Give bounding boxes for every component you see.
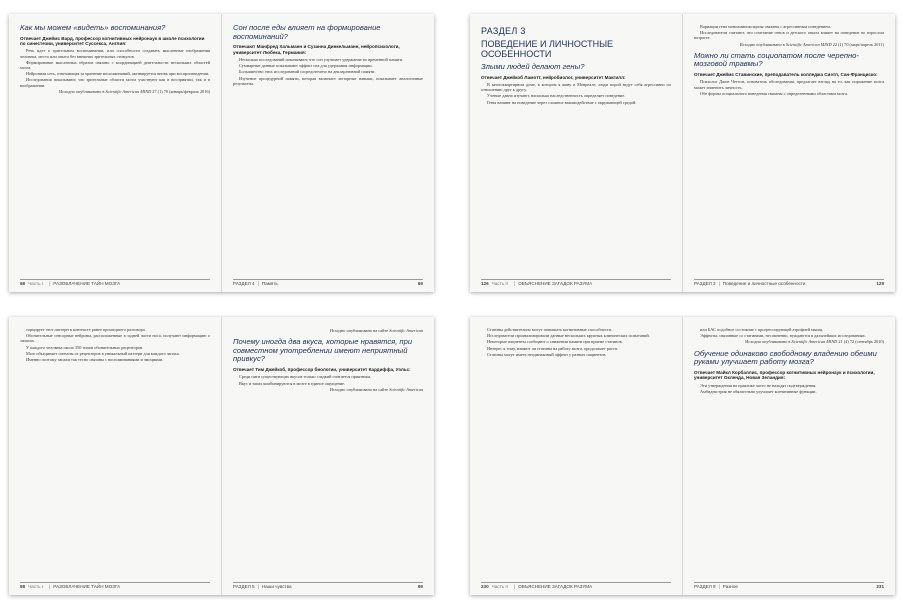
footer-title: РАЗОБЛАЧЕНИЕ ТАЙН МОЗГА <box>53 281 121 286</box>
body-paragraph: торцирует этот паттерн в контексте ранее прошедшего разговора. <box>26 327 146 332</box>
page-footer: 98 Часть I | РАЗОБЛАЧЕНИЕ ТАЙН МОЗГА <box>20 582 210 591</box>
footer-part: РАЗДЕЛ 4 <box>233 281 255 286</box>
body-paragraph: Исследователи считают, что сочетание генов и детского опыта влияет на поведение во взрослом возрасте. <box>694 30 884 41</box>
body-paragraph: Интерес к тому, влияют ли статины на работу мозга, продолжает расти. <box>487 345 618 351</box>
source-line: Исходно опубликовано на сайте Scientific American <box>329 386 423 392</box>
footer-part: Часть II <box>491 281 508 286</box>
footer-part: Часть I <box>28 584 44 589</box>
page-footer: РАЗДЕЛ 5 | Наши чувства 99 <box>233 584 423 589</box>
body-paragraph: Суммарные данные показывают эффект сна для удержания информации. <box>239 63 373 69</box>
footer-title: ОБЪЯСНЕНИЕ ЗАГАДОК РАЗУМА <box>518 584 593 589</box>
page-number: 126 <box>481 281 489 286</box>
answer-byline: Отвечает Джейкоб Ламотт, нейробиолог, университет Макгилл: <box>481 74 626 80</box>
page-68 <box>9 14 222 292</box>
page-footer: 230 Часть II | ОБЪЯСНЕНИЕ ЗАГАДОК РАЗУМА <box>481 582 671 591</box>
body-paragraph: Исследования показывают, что зрительные области мозга участвуют как в восприятии, так и в воображении. <box>20 77 210 88</box>
body-paragraph: Амбидекстрия не обязательно улучшает когнитивные функции. <box>700 388 817 394</box>
answer-byline: Отвечает Тим Джейкоб, профессор биологии, университет Кардиффа, Уэльс: <box>233 366 411 372</box>
page-number: 69 <box>417 281 423 286</box>
page-number: 98 <box>20 584 26 589</box>
page-footer: 126 Часть II | ОБЪЯСНЕНИЕ ЗАГАДОК РАЗУМА <box>481 279 671 288</box>
book-spread-top-left <box>9 14 434 292</box>
body-paragraph: Некоторые пациенты сообщают о снижении памяти при приеме статинов. <box>487 339 623 345</box>
page-number: 230 <box>481 584 489 589</box>
answer-byline: Отвечает Джеймс Вард, профессор когнитивных нейронаук в школе психологии по синестезии, университет Суссекса, Англия: <box>20 35 205 46</box>
body-paragraph: Обе формы асоциального поведения связаны с определенными областями мозга. <box>700 90 849 96</box>
page-number: 68 <box>20 281 26 286</box>
body-paragraph: Мозг объединяет сигналы от рецепторов в уникальный паттерн для каждого запаха. <box>26 350 180 356</box>
question-heading: Можно ли стать социопатом после черепно-мозговой травмы? <box>694 50 859 69</box>
body-paragraph: Эффекты, связанные со статинами, несомненно, нуждаются в дальнейших исследованиях. <box>700 333 866 339</box>
page-99 <box>222 317 434 595</box>
page-number: 129 <box>876 281 884 286</box>
book-spread-bottom-right <box>470 317 895 595</box>
body-paragraph: Вариации гена моноаминоксидазы связаны с агрессивным поведением. <box>700 24 831 29</box>
page-98 <box>9 317 222 595</box>
question-heading: Почему иногда два вкуса, которые нравятся, при совместном употреблении имеют неприятный привкус? <box>233 337 413 364</box>
footer-title: Память <box>261 281 278 286</box>
body-paragraph: Эти утверждения на практике часто не находят подтверждения. <box>700 382 817 388</box>
body-paragraph: Несколько исследований показывают, что сон улучшает удержание во временной памяти. <box>239 57 404 62</box>
question-heading: Злыми людей делают гены? <box>481 62 585 71</box>
footer-part: Часть II <box>491 584 508 589</box>
source-line: Исходно опубликовано в Scientific American MIND 21 (4) 72 (сентябрь 2010) <box>745 339 884 345</box>
book-spread-bottom-left <box>9 317 434 595</box>
page-231 <box>683 317 895 595</box>
page-69 <box>222 14 434 292</box>
body-paragraph: Вкус и запах комбинируются в мозге в единое ощущение. <box>239 380 346 386</box>
body-paragraph: Обонятельные сенсорные нейроны, расположенные в задней части носа, получают информацию о запахах. <box>20 333 210 344</box>
body-paragraph: Речь идет о зрительном воспоминании, или способности создавать мысленные изображения человека, места или опыта без внешних зрительных стимулов. <box>20 48 210 59</box>
body-paragraph: Именно поэтому запахи так тесно связаны с воспоминаниями и эмоциями. <box>26 357 164 363</box>
footer-title: ОБЪЯСНЕНИЕ ЗАГАДОК РАЗУМА <box>518 281 593 286</box>
footer-part: РАЗДЕЛ 3 <box>694 281 716 286</box>
page-126 <box>470 14 683 292</box>
page-number: 231 <box>876 584 884 589</box>
body-paragraph: Большинство этих исследований сосредоточено на декларативной памяти. <box>239 69 376 75</box>
question-heading: Обучение одинаково свободному владению обеими руками улучшает работу мозга? <box>694 348 877 367</box>
page-number: 99 <box>417 584 423 589</box>
body-paragraph: Среди пяти существующих вкусов только сладкий считается приятным. <box>239 374 372 380</box>
page-footer: РАЗДЕЛ 9 | Разное 231 <box>694 584 884 589</box>
page-footer: 68 Часть I | РАЗОБЛАЧЕНИЕ ТАЙН МОЗГА <box>20 279 210 288</box>
footer-title: Наши чувства <box>261 584 292 589</box>
body-paragraph: У каждого человека около 350 типов обонятельных рецепторов. <box>26 344 144 350</box>
body-paragraph: В многоквартирном доме, в котором я живу в Монреале, люди порой ведут себя агрессивно по отношению друг к другу. <box>481 82 671 93</box>
page-230 <box>470 317 683 595</box>
footer-title: Разное <box>722 584 738 589</box>
section-title: ПОВЕДЕНИЕ И ЛИЧНОСТНЫЕ ОСОБЕННОСТИ <box>481 39 614 59</box>
answer-byline: Отвечает Майкл Корбаллис, профессор когнитивных нейронаук и психологии, университет Окленда, Новая Зеландия: <box>694 369 875 381</box>
footer-title: РАЗОБЛАЧЕНИЕ ТАЙН МОЗГА <box>53 584 121 589</box>
footer-part: Часть I <box>28 281 44 286</box>
body-paragraph: Статины могут иметь неодинаковый эффект у разных пациентов. <box>487 351 607 357</box>
body-paragraph: Статины действительно могут повышать когнитивные способности. <box>487 327 613 332</box>
book-spread-top-right <box>470 14 895 292</box>
source-line: Исходно опубликовано в Scientific American MIND 27 (1) 70 (январь/февраль 2016) <box>59 88 210 94</box>
body-paragraph: Психолог Джон Четтон, основатель обследования, предлагает взгляд на то, как поражение мозга может изменить личность. <box>694 79 884 90</box>
body-paragraph: Гены влияют на поведение через сложное взаимодействие с окружающей средой. <box>487 99 637 105</box>
page-footer: РАЗДЕЛ 4 | Память 69 <box>233 281 423 286</box>
body-paragraph: Исследователи проанализировали данные нескольких крупных клинических испытаний. <box>487 333 650 339</box>
body-paragraph: Формирование мысленных образов связано с координацией деятельности нескольких областей мозга. <box>20 59 210 71</box>
body-paragraph: Нейронная сеть, отвечающая за хранение воспоминаний, активируется вновь при воспроизведении. <box>26 71 210 77</box>
source-line: Исходно опубликовано на сайте Scientific American <box>329 328 423 333</box>
page-footer: РАЗДЕЛ 3 | Поведение и личностные особенности 129 <box>694 281 884 286</box>
footer-part: РАЗДЕЛ 9 <box>694 584 716 589</box>
footer-part: РАЗДЕЛ 5 <box>233 584 255 589</box>
footer-title: Поведение и личностные особенности <box>722 281 806 286</box>
body-paragraph: Изучение процедурной памяти, которая включает моторные навыки, показывает аналогичные результаты. <box>233 75 423 86</box>
page-129 <box>683 14 895 292</box>
body-paragraph: или БАС подобное состояние с прогрессирующей атрофией мышц. <box>700 327 824 332</box>
question-heading: Как мы можем «видеть» воспоминания? <box>20 23 166 32</box>
body-paragraph: Ученые давно изучают, насколько наследственность определяет поведение. <box>487 93 626 99</box>
section-label: РАЗДЕЛ 3 <box>481 26 526 36</box>
answer-byline: Отвечают Манфред Хальманн и Сузанна Динкельманн, нейропсихологи, университет Любека, Германия: <box>233 44 400 55</box>
answer-byline: Отвечает Джеймс Ставинские, преподаватель колледжа Сиэтл, Сан-Франциско: <box>694 72 878 77</box>
question-heading: Сон после еды влияет на формирование воспоминаний? <box>233 23 381 41</box>
source-line: Исходно опубликовано в Scientific American MIND 22 (1) 70 (март/апрель 2011) <box>739 41 884 47</box>
